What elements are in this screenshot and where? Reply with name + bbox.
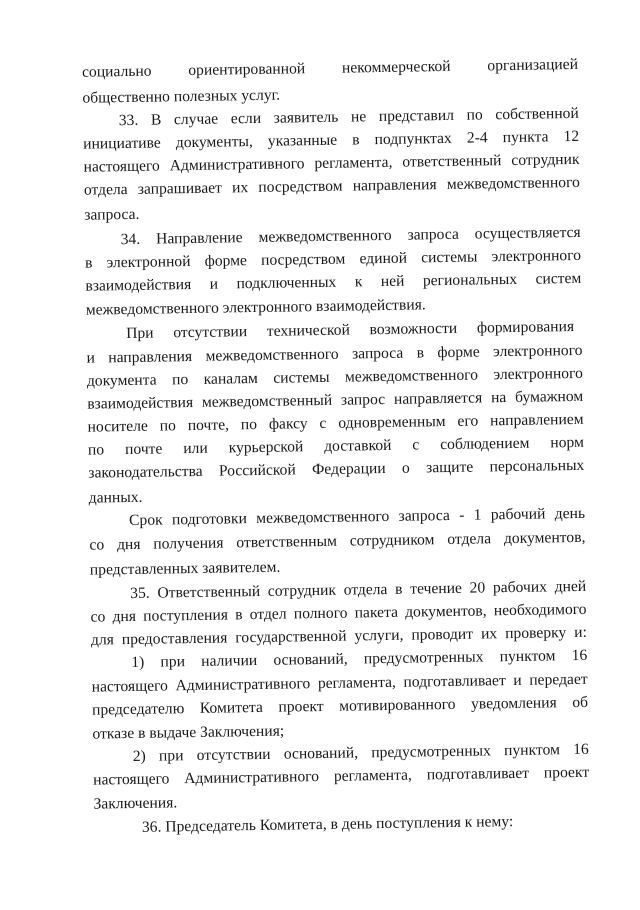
text-line: взаимодействия и подключенных к ней региональных систем <box>85 269 582 295</box>
text-line: со дня получения ответственным сотрудником отдела документов, <box>89 528 586 554</box>
text-line: Заключения. <box>93 794 178 813</box>
text-line: настоящего Административного регламента, ответственный сотрудник <box>83 150 580 176</box>
text-line: законодательства Российской Федерации о защите персональных <box>88 456 585 482</box>
text-line: межведомственного электронного взаимодействия. <box>85 296 426 319</box>
text-line: для предоставления государственной услуги, проводит их проверку и: <box>90 623 588 649</box>
text-line: 1) при наличии оснований, предусмотренных пунктом 16 <box>131 646 588 671</box>
text-line: 2) при отсутствии оснований, предусмотренных пунктом 16 <box>132 740 589 765</box>
text-line: и направления межведомственного запроса в форме электронного <box>86 341 583 367</box>
text-line: социально ориентированной некоммерческой организацией <box>81 55 579 81</box>
text-line: по почте или курьерской доставкой с соблюдением норм <box>87 433 585 459</box>
text-line: взаимодействия межведомственный запрос направляется на бумажном <box>87 387 584 413</box>
text-line: отказе в выдаче Заключения; <box>92 722 285 743</box>
text-line: председателю Комитета проект мотивированного уведомления об <box>91 693 589 719</box>
text-line: носителе по почте, по факсу с одновременным его направлением <box>87 410 584 436</box>
text-line: 36. Председатель Комитета, в день поступления к нему: <box>141 813 514 836</box>
text-line: документа по каналам системы межведомственного электронного <box>86 364 583 390</box>
text-line: в электронной форме посредством единой системы электронного <box>84 246 582 272</box>
text-line: настоящего Административного регламента, подготавливает и передает <box>91 670 588 696</box>
text-line: запроса. <box>84 205 140 224</box>
text-line: со дня поступления в отдел полного пакета документов, необходимого <box>90 600 587 626</box>
text-line: настоящего Административного регламента, подготавливает проект <box>93 763 590 789</box>
text-line: данных. <box>88 488 143 507</box>
text-line: 35. Ответственный сотрудник отдела в течение 20 рабочих дней <box>130 577 587 602</box>
text-line: 34. Направление межведомственного запроса осуществляется <box>120 223 581 249</box>
text-line: При отсутствии технической возможности формирования <box>126 317 575 343</box>
text-line: отдела запрашивает их посредством направления межведомственного <box>83 173 580 199</box>
text-line: 33. В случае если заявитель не представил по собственной <box>118 104 579 130</box>
text-line: инициативе документы, указанные в подпунктах 2-4 пункта 12 <box>83 127 580 153</box>
text-line: представленных заявителем. <box>89 558 281 579</box>
text-line: Срок подготовки межведомственного запроса - 1 рабочий день <box>128 504 586 530</box>
text-line: общественно полезных услуг. <box>82 86 281 107</box>
